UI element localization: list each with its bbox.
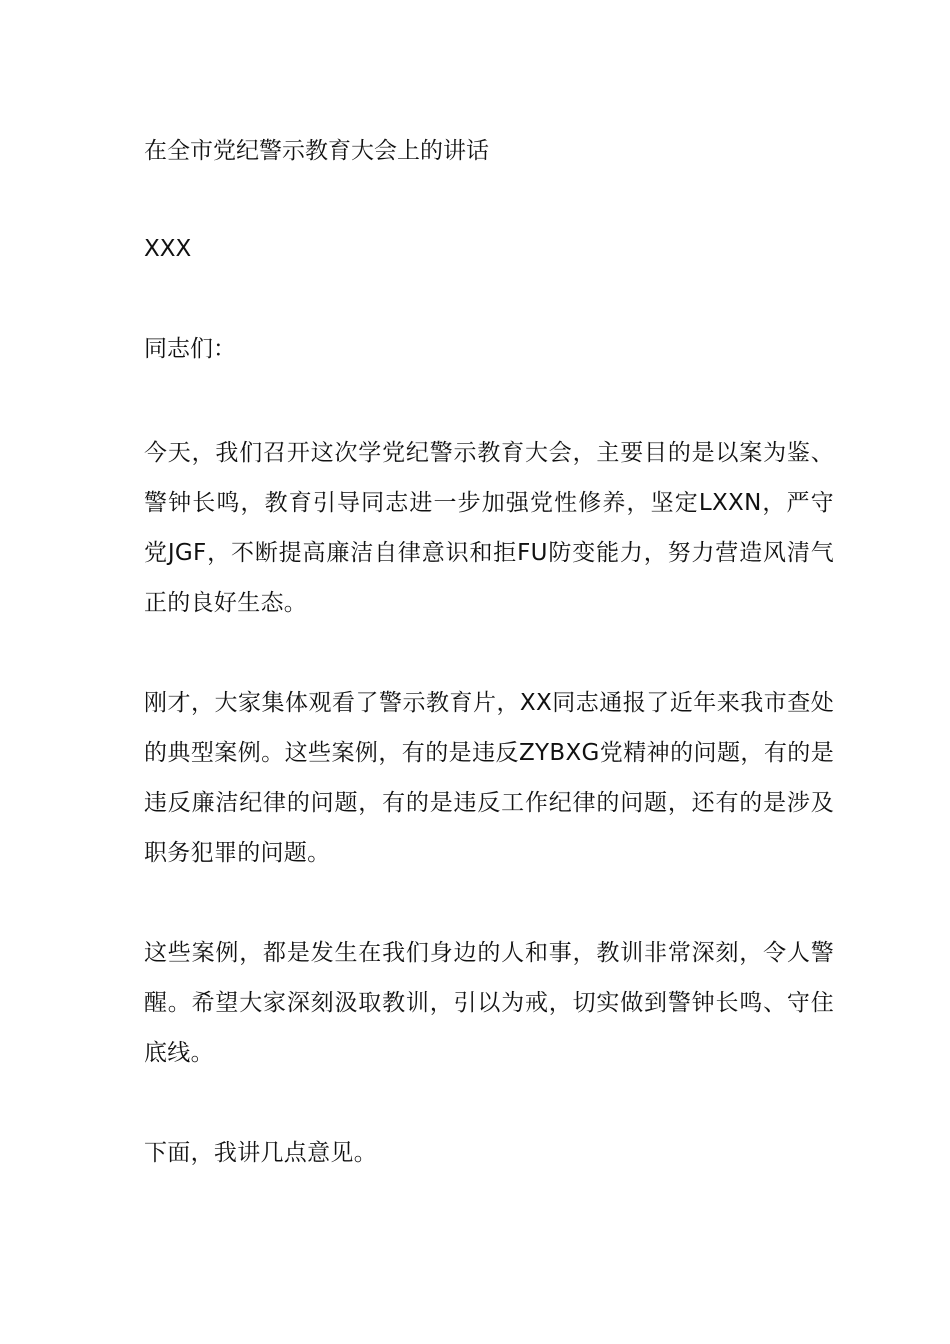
document-body [144, 130, 834, 1228]
document-title: 在全市党纪警示教育大会上的讲话 [144, 138, 489, 164]
paragraph-1: 今天，我们召开这次学党纪警示教育大会，主要目的是以案为鉴、警钟长鸣，教育引导同志进一步加强党性修养，坚定LXXN，严守党JGF，不断提高廉洁自律意识和拒FU防变能力，努力营造风清气正的良好生态。 [144, 440, 834, 616]
paragraph-3: 这些案例，都是发生在我们身边的人和事，教训非常深刻，令人警醒。希望大家深刻汲取教训，引以为戒，切实做到警钟长鸣、守住底线。 [144, 940, 834, 1066]
paragraph-4: 下面，我讲几点意见。 [144, 1140, 377, 1166]
salutation: 同志们： [144, 336, 236, 362]
paragraph-2: 刚才，大家集体观看了警示教育片，XX同志通报了近年来我市查处的典型案例。这些案例，有的是违反ZYBXG党精神的问题，有的是违反廉洁纪律的问题，有的是违反工作纪律的问题，还有的是涉及职务犯罪的问题。 [144, 690, 834, 866]
document-author: XXX [144, 236, 192, 262]
